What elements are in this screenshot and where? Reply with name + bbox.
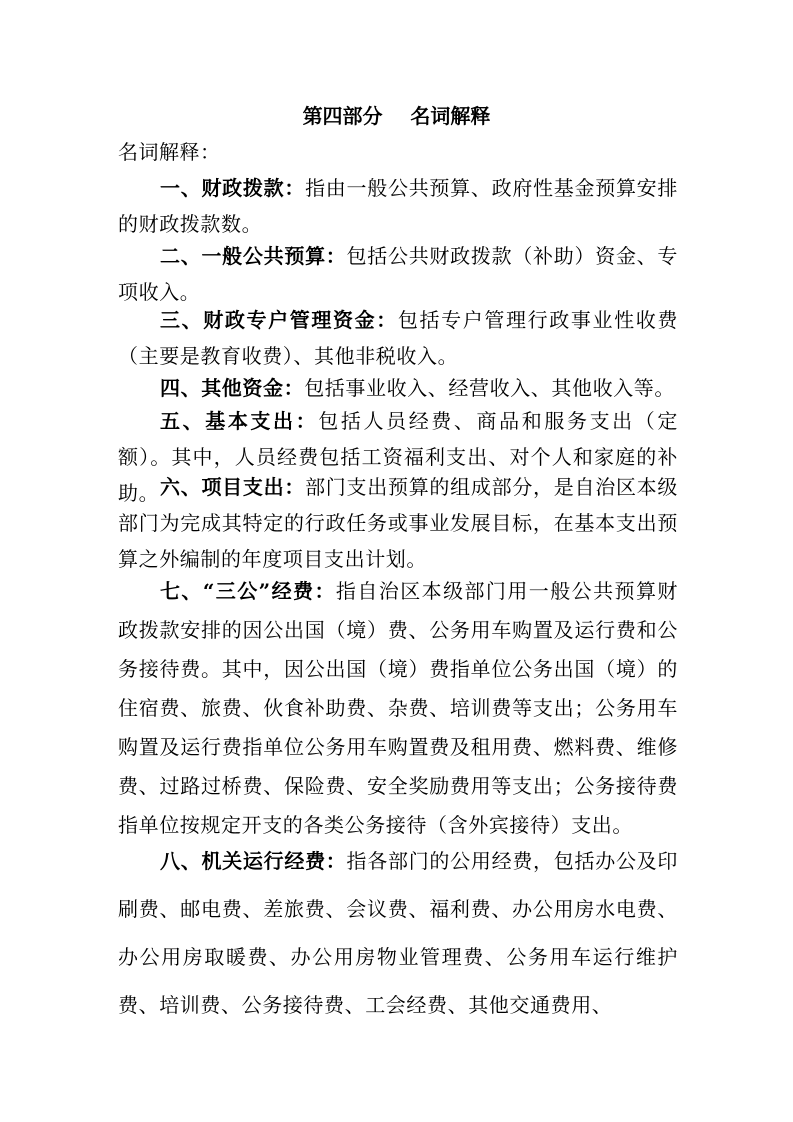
definition-text: 指各部门的公用经费，包括办公及印刷费、邮电费、差旅费、会议费、福利费、办公用房水电费、办公用房取暖费、办公用房物业管理费、公务用车运行维护费、培训费、公务接待费、工会经费、其他交通费用、 — [118, 849, 678, 1017]
definition-term: 一、财政拨款： — [160, 176, 306, 200]
intro-heading: 名词解释： — [118, 140, 221, 164]
definition-term: 六、项目支出： — [160, 475, 306, 499]
definition-item — [118, 302, 678, 374]
definition-text: 包括事业收入、经营收入、其他收入等。 — [304, 376, 676, 400]
definition-term: 五、基本支出： — [160, 409, 319, 433]
definition-text: 包括公共财政拨款（补助）资金、专项收入。 — [118, 244, 678, 304]
definition-term: 二、一般公共预算： — [160, 244, 347, 268]
definition-text: 指自治区本级部门用一般公共预算财政拨款安排的因公出国（境）费、公务用车购置及运行费和公务接待费。其中，因公出国（境）费指单位公务出国（境）的住宿费、旅费、伙食补助费、杂费、培训费等支出；公务用车购置及运行费指单位公务用车购置费及租用费、燃料费、维修费、过路过桥费、保险费、安全奖励费用等支出；公务接待费指单位按规定开支的各类公务接待（含外宾接待）支出。 — [118, 579, 678, 837]
definition-text: 包括人员经费、商品和服务支出（定额）。其中，人员经费包括工资福利支出、对个人和家庭的补助。 — [118, 409, 678, 505]
definition-text: 部门支出预算的组成部分，是自治区本级部门为完成其特定的行政任务或事业发展目标，在基本支出预算之外编制的年度项目支出计划。 — [118, 475, 678, 571]
definition-item — [118, 837, 678, 1029]
definition-term: 三、财政专户管理资金： — [160, 308, 398, 332]
definition-term: 八、机关运行经费： — [160, 849, 347, 873]
definition-text: 指由一般公共预算、政府性基金预算安排的财政拨款数。 — [118, 176, 678, 236]
definition-item — [118, 572, 678, 845]
definition-term: 七、“三公”经费： — [160, 579, 336, 603]
definition-item — [118, 469, 678, 577]
definition-text: 包括专户管理行政事业性收费（主要是教育收费）、其他非税收入。 — [118, 308, 678, 368]
definition-term: 四、其他资金： — [160, 376, 305, 400]
page-title: 第四部分 名词解释 — [302, 104, 491, 128]
definition-item — [118, 370, 678, 406]
definition-item — [118, 170, 678, 242]
definition-item — [118, 238, 678, 310]
